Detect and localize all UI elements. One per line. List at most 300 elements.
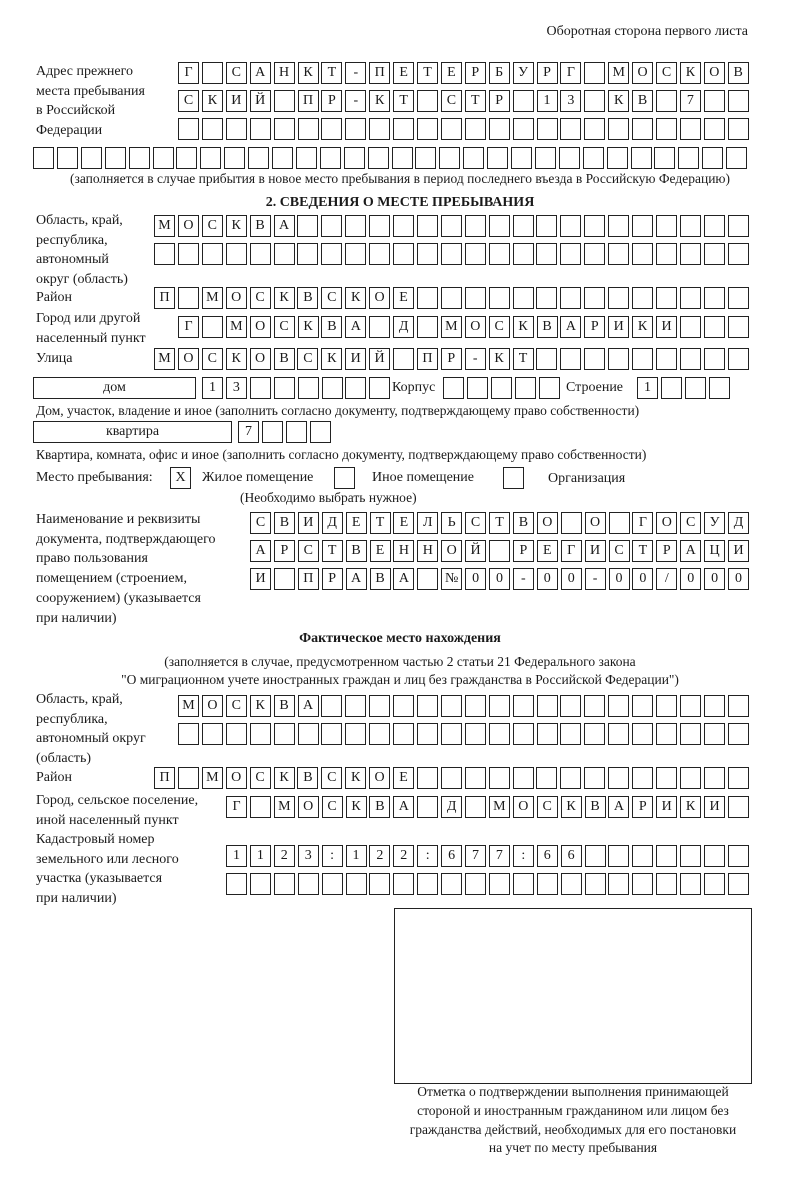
char-cell[interactable] [680, 243, 701, 265]
char-cell[interactable] [322, 873, 343, 895]
char-cell[interactable]: О [369, 767, 390, 789]
char-cell[interactable] [513, 118, 534, 140]
char-cell[interactable]: К [561, 796, 582, 818]
char-cell[interactable] [417, 695, 438, 717]
char-cell[interactable]: Р [321, 90, 342, 112]
char-cell[interactable] [489, 873, 510, 895]
char-cell[interactable]: О [298, 796, 319, 818]
char-cell[interactable] [321, 723, 342, 745]
char-cell[interactable]: - [345, 62, 366, 84]
char-cell[interactable]: К [489, 348, 510, 370]
char-cell[interactable]: К [345, 287, 366, 309]
char-cell[interactable]: 0 [465, 568, 486, 590]
char-cell[interactable] [656, 723, 677, 745]
char-cell[interactable]: Н [393, 540, 414, 562]
char-cell[interactable] [584, 215, 605, 237]
char-cell[interactable] [226, 118, 247, 140]
char-cell[interactable]: К [680, 62, 701, 84]
char-cell[interactable] [393, 695, 414, 717]
char-cell[interactable] [709, 377, 730, 399]
char-cell[interactable]: И [345, 348, 366, 370]
char-cell[interactable]: С [680, 512, 701, 534]
char-cell[interactable]: Н [417, 540, 438, 562]
char-cell[interactable] [656, 243, 677, 265]
char-cell[interactable]: А [560, 316, 581, 338]
char-cell[interactable]: И [704, 796, 725, 818]
char-cell[interactable] [296, 147, 317, 169]
char-cell[interactable]: С [537, 796, 558, 818]
char-cell[interactable] [202, 118, 223, 140]
char-cell[interactable] [393, 723, 414, 745]
char-cell[interactable]: 2 [274, 845, 295, 867]
char-cell[interactable] [656, 90, 677, 112]
char-cell[interactable] [178, 767, 199, 789]
char-cell[interactable] [417, 767, 438, 789]
char-cell[interactable] [536, 287, 557, 309]
char-cell[interactable] [321, 243, 342, 265]
char-cell[interactable] [704, 118, 725, 140]
house-type-field[interactable]: дом [33, 377, 196, 399]
char-cell[interactable] [583, 147, 604, 169]
char-cell[interactable] [105, 147, 126, 169]
char-cell[interactable] [321, 118, 342, 140]
char-cell[interactable] [704, 695, 725, 717]
char-cell[interactable]: А [274, 215, 295, 237]
char-cell[interactable]: К [226, 215, 247, 237]
char-cell[interactable] [489, 767, 510, 789]
char-cell[interactable] [702, 147, 723, 169]
char-cell[interactable]: П [298, 90, 319, 112]
char-cell[interactable]: К [298, 62, 319, 84]
char-cell[interactable] [202, 316, 223, 338]
char-cell[interactable] [250, 243, 271, 265]
char-cell[interactable] [728, 695, 749, 717]
char-cell[interactable]: В [369, 796, 390, 818]
char-cell[interactable]: М [274, 796, 295, 818]
char-cell[interactable] [439, 147, 460, 169]
char-cell[interactable] [274, 90, 295, 112]
char-cell[interactable]: К [369, 90, 390, 112]
char-cell[interactable] [513, 243, 534, 265]
char-cell[interactable]: С [489, 316, 510, 338]
char-cell[interactable] [608, 215, 629, 237]
char-cell[interactable] [608, 348, 629, 370]
char-cell[interactable]: Д [322, 512, 343, 534]
char-cell[interactable] [632, 348, 653, 370]
char-cell[interactable] [513, 287, 534, 309]
char-cell[interactable]: К [202, 90, 223, 112]
char-cell[interactable] [537, 873, 558, 895]
char-cell[interactable]: С [226, 695, 247, 717]
char-cell[interactable]: Т [322, 540, 343, 562]
char-cell[interactable] [632, 723, 653, 745]
char-cell[interactable] [632, 873, 653, 895]
char-cell[interactable]: К [632, 316, 653, 338]
char-cell[interactable]: П [417, 348, 438, 370]
char-cell[interactable]: М [441, 316, 462, 338]
char-cell[interactable] [274, 377, 295, 399]
char-cell[interactable]: П [369, 62, 390, 84]
char-cell[interactable] [704, 845, 725, 867]
char-cell[interactable] [631, 147, 652, 169]
char-cell[interactable]: О [250, 316, 271, 338]
char-cell[interactable]: 2 [369, 845, 390, 867]
char-cell[interactable] [368, 147, 389, 169]
char-cell[interactable] [680, 767, 701, 789]
char-cell[interactable]: - [465, 348, 486, 370]
char-cell[interactable] [369, 873, 390, 895]
char-cell[interactable]: М [154, 215, 175, 237]
char-cell[interactable]: Г [226, 796, 247, 818]
char-cell[interactable] [489, 540, 510, 562]
char-cell[interactable] [274, 118, 295, 140]
char-cell[interactable]: 0 [489, 568, 510, 590]
char-cell[interactable]: 0 [609, 568, 630, 590]
char-cell[interactable] [584, 723, 605, 745]
char-cell[interactable] [728, 118, 749, 140]
char-cell[interactable]: И [298, 512, 319, 534]
char-cell[interactable] [345, 215, 366, 237]
char-cell[interactable] [584, 695, 605, 717]
char-cell[interactable] [728, 90, 749, 112]
char-cell[interactable]: О [704, 62, 725, 84]
char-cell[interactable]: О [226, 767, 247, 789]
char-cell[interactable]: О [369, 287, 390, 309]
char-cell[interactable] [417, 316, 438, 338]
char-cell[interactable] [345, 118, 366, 140]
char-cell[interactable] [417, 215, 438, 237]
char-cell[interactable] [609, 512, 630, 534]
char-cell[interactable] [417, 568, 438, 590]
char-cell[interactable] [608, 845, 629, 867]
char-cell[interactable] [178, 723, 199, 745]
char-cell[interactable] [489, 243, 510, 265]
char-cell[interactable] [393, 243, 414, 265]
char-cell[interactable] [465, 215, 486, 237]
char-cell[interactable]: А [345, 316, 366, 338]
char-cell[interactable] [559, 147, 580, 169]
char-cell[interactable]: А [250, 540, 271, 562]
char-cell[interactable]: 0 [537, 568, 558, 590]
char-cell[interactable]: С [465, 512, 486, 534]
char-cell[interactable] [369, 215, 390, 237]
char-cell[interactable]: С [321, 287, 342, 309]
char-cell[interactable]: А [608, 796, 629, 818]
char-cell[interactable] [463, 147, 484, 169]
char-cell[interactable] [178, 118, 199, 140]
char-cell[interactable] [393, 215, 414, 237]
char-cell[interactable]: О [250, 348, 271, 370]
char-cell[interactable] [417, 90, 438, 112]
char-cell[interactable] [393, 348, 414, 370]
char-cell[interactable]: 6 [561, 845, 582, 867]
char-cell[interactable] [656, 348, 677, 370]
char-cell[interactable]: Р [441, 348, 462, 370]
char-cell[interactable] [417, 287, 438, 309]
char-cell[interactable] [704, 316, 725, 338]
char-cell[interactable]: О [441, 540, 462, 562]
char-cell[interactable]: С [656, 62, 677, 84]
char-cell[interactable] [513, 723, 534, 745]
char-cell[interactable] [537, 695, 558, 717]
char-cell[interactable]: Т [489, 512, 510, 534]
char-cell[interactable] [441, 215, 462, 237]
char-cell[interactable]: С [250, 287, 271, 309]
char-cell[interactable] [465, 287, 486, 309]
char-cell[interactable]: О [178, 215, 199, 237]
char-cell[interactable]: Б [489, 62, 510, 84]
char-cell[interactable]: Е [537, 540, 558, 562]
char-cell[interactable] [726, 147, 747, 169]
char-cell[interactable] [513, 695, 534, 717]
char-cell[interactable]: У [513, 62, 534, 84]
char-cell[interactable] [513, 215, 534, 237]
char-cell[interactable] [678, 147, 699, 169]
char-cell[interactable]: / [656, 568, 677, 590]
char-cell[interactable] [369, 377, 390, 399]
char-cell[interactable]: Т [417, 62, 438, 84]
char-cell[interactable] [129, 147, 150, 169]
char-cell[interactable]: 0 [632, 568, 653, 590]
char-cell[interactable] [584, 767, 605, 789]
char-cell[interactable] [417, 796, 438, 818]
char-cell[interactable] [226, 243, 247, 265]
char-cell[interactable] [345, 695, 366, 717]
char-cell[interactable] [443, 377, 464, 399]
char-cell[interactable]: М [202, 287, 223, 309]
char-cell[interactable]: Й [465, 540, 486, 562]
char-cell[interactable]: К [298, 316, 319, 338]
char-cell[interactable] [656, 873, 677, 895]
char-cell[interactable]: О [537, 512, 558, 534]
char-cell[interactable]: К [226, 348, 247, 370]
char-cell[interactable]: В [728, 62, 749, 84]
char-cell[interactable] [728, 767, 749, 789]
char-cell[interactable]: : [322, 845, 343, 867]
char-cell[interactable]: А [250, 62, 271, 84]
char-cell[interactable]: Л [417, 512, 438, 534]
char-cell[interactable] [250, 377, 271, 399]
char-cell[interactable] [465, 695, 486, 717]
char-cell[interactable]: П [154, 287, 175, 309]
char-cell[interactable]: Е [393, 767, 414, 789]
char-cell[interactable] [441, 767, 462, 789]
char-cell[interactable]: С [298, 540, 319, 562]
char-cell[interactable] [345, 723, 366, 745]
char-cell[interactable] [298, 723, 319, 745]
char-cell[interactable]: С [250, 512, 271, 534]
char-cell[interactable] [417, 243, 438, 265]
char-cell[interactable] [310, 421, 331, 443]
char-cell[interactable]: С [202, 348, 223, 370]
char-cell[interactable]: 0 [561, 568, 582, 590]
char-cell[interactable]: Р [656, 540, 677, 562]
char-cell[interactable]: : [417, 845, 438, 867]
char-cell[interactable] [489, 118, 510, 140]
char-cell[interactable] [262, 421, 283, 443]
char-cell[interactable] [560, 767, 581, 789]
char-cell[interactable]: У [704, 512, 725, 534]
char-cell[interactable]: 6 [537, 845, 558, 867]
char-cell[interactable]: Е [393, 62, 414, 84]
char-cell[interactable]: - [585, 568, 606, 590]
char-cell[interactable] [584, 90, 605, 112]
char-cell[interactable] [154, 243, 175, 265]
char-cell[interactable] [491, 377, 512, 399]
char-cell[interactable]: Р [537, 62, 558, 84]
char-cell[interactable] [560, 348, 581, 370]
char-cell[interactable]: 7 [465, 845, 486, 867]
char-cell[interactable] [274, 568, 295, 590]
checkbox-organization[interactable] [503, 467, 524, 489]
char-cell[interactable] [297, 215, 318, 237]
char-cell[interactable] [176, 147, 197, 169]
char-cell[interactable] [728, 845, 749, 867]
char-cell[interactable] [489, 695, 510, 717]
char-cell[interactable]: Г [178, 62, 199, 84]
char-cell[interactable] [392, 147, 413, 169]
char-cell[interactable] [680, 287, 701, 309]
char-cell[interactable] [704, 767, 725, 789]
char-cell[interactable] [539, 377, 560, 399]
char-cell[interactable]: В [585, 796, 606, 818]
char-cell[interactable]: Т [632, 540, 653, 562]
char-cell[interactable] [441, 287, 462, 309]
char-cell[interactable] [608, 723, 629, 745]
char-cell[interactable]: К [321, 348, 342, 370]
char-cell[interactable]: А [298, 695, 319, 717]
char-cell[interactable] [537, 723, 558, 745]
char-cell[interactable] [680, 695, 701, 717]
char-cell[interactable]: О [226, 287, 247, 309]
char-cell[interactable] [202, 243, 223, 265]
char-cell[interactable] [202, 723, 223, 745]
char-cell[interactable]: А [680, 540, 701, 562]
char-cell[interactable]: О [202, 695, 223, 717]
char-cell[interactable]: Р [322, 568, 343, 590]
char-cell[interactable]: 7 [489, 845, 510, 867]
char-cell[interactable] [202, 62, 223, 84]
char-cell[interactable] [298, 118, 319, 140]
char-cell[interactable]: О [632, 62, 653, 84]
char-cell[interactable]: Г [632, 512, 653, 534]
char-cell[interactable] [248, 147, 269, 169]
char-cell[interactable] [584, 348, 605, 370]
char-cell[interactable]: В [632, 90, 653, 112]
char-cell[interactable] [369, 316, 390, 338]
char-cell[interactable] [608, 118, 629, 140]
char-cell[interactable] [441, 723, 462, 745]
char-cell[interactable] [298, 377, 319, 399]
char-cell[interactable] [81, 147, 102, 169]
char-cell[interactable]: 0 [680, 568, 701, 590]
char-cell[interactable] [728, 316, 749, 338]
char-cell[interactable]: В [537, 316, 558, 338]
char-cell[interactable]: Т [370, 512, 391, 534]
char-cell[interactable]: 3 [560, 90, 581, 112]
char-cell[interactable] [584, 62, 605, 84]
char-cell[interactable]: К [346, 796, 367, 818]
char-cell[interactable] [298, 873, 319, 895]
char-cell[interactable] [441, 873, 462, 895]
char-cell[interactable]: Ь [441, 512, 462, 534]
char-cell[interactable] [704, 287, 725, 309]
char-cell[interactable] [728, 287, 749, 309]
char-cell[interactable] [369, 243, 390, 265]
char-cell[interactable]: 0 [704, 568, 725, 590]
char-cell[interactable] [274, 723, 295, 745]
char-cell[interactable]: 1 [226, 845, 247, 867]
char-cell[interactable]: В [297, 287, 318, 309]
char-cell[interactable] [661, 377, 682, 399]
char-cell[interactable]: Г [560, 62, 581, 84]
char-cell[interactable] [536, 215, 557, 237]
char-cell[interactable] [560, 215, 581, 237]
char-cell[interactable] [489, 215, 510, 237]
char-cell[interactable] [704, 348, 725, 370]
char-cell[interactable] [656, 287, 677, 309]
char-cell[interactable]: В [346, 540, 367, 562]
char-cell[interactable] [441, 243, 462, 265]
char-cell[interactable]: № [441, 568, 462, 590]
char-cell[interactable] [704, 90, 725, 112]
char-cell[interactable] [441, 118, 462, 140]
char-cell[interactable]: И [728, 540, 749, 562]
char-cell[interactable] [226, 723, 247, 745]
char-cell[interactable] [465, 796, 486, 818]
char-cell[interactable]: 1 [537, 90, 558, 112]
char-cell[interactable]: К [345, 767, 366, 789]
checkbox-other-premises[interactable] [334, 467, 355, 489]
char-cell[interactable] [728, 873, 749, 895]
char-cell[interactable]: : [513, 845, 534, 867]
char-cell[interactable] [250, 796, 271, 818]
char-cell[interactable] [584, 118, 605, 140]
char-cell[interactable] [57, 147, 78, 169]
char-cell[interactable] [346, 873, 367, 895]
char-cell[interactable] [467, 377, 488, 399]
char-cell[interactable]: Й [250, 90, 271, 112]
char-cell[interactable]: В [321, 316, 342, 338]
char-cell[interactable]: 2 [393, 845, 414, 867]
char-cell[interactable]: М [226, 316, 247, 338]
char-cell[interactable] [680, 348, 701, 370]
char-cell[interactable]: И [226, 90, 247, 112]
char-cell[interactable]: В [297, 767, 318, 789]
char-cell[interactable]: Р [632, 796, 653, 818]
char-cell[interactable]: О [656, 512, 677, 534]
char-cell[interactable] [560, 287, 581, 309]
char-cell[interactable] [321, 215, 342, 237]
char-cell[interactable] [656, 845, 677, 867]
char-cell[interactable]: А [346, 568, 367, 590]
char-cell[interactable] [728, 243, 749, 265]
char-cell[interactable]: П [298, 568, 319, 590]
char-cell[interactable]: Р [489, 90, 510, 112]
char-cell[interactable]: 6 [441, 845, 462, 867]
char-cell[interactable] [178, 243, 199, 265]
char-cell[interactable] [417, 723, 438, 745]
char-cell[interactable] [680, 845, 701, 867]
char-cell[interactable]: С [274, 316, 295, 338]
char-cell[interactable]: С [297, 348, 318, 370]
char-cell[interactable] [728, 348, 749, 370]
char-cell[interactable] [250, 118, 271, 140]
char-cell[interactable]: 1 [202, 377, 223, 399]
char-cell[interactable]: Г [561, 540, 582, 562]
char-cell[interactable] [33, 147, 54, 169]
char-cell[interactable] [608, 287, 629, 309]
